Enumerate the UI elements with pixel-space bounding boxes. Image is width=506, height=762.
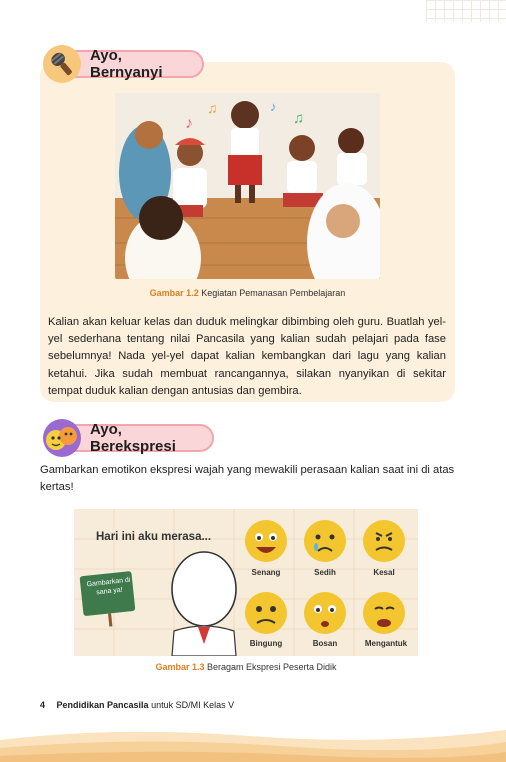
singing-children-illustration bbox=[115, 93, 380, 279]
section-badge-berekspresi bbox=[46, 421, 214, 455]
section-title: Ayo, Berekspresi bbox=[90, 421, 176, 455]
emotion-heading: Hari ini aku merasa... bbox=[96, 531, 212, 543]
book-subtitle: untuk SD/MI Kelas V bbox=[151, 700, 235, 710]
emotion-label-mengantuk: Mengantuk bbox=[364, 639, 408, 648]
section-badge-bernyanyi bbox=[46, 47, 204, 81]
section-title: Ayo, Bernyanyi bbox=[90, 47, 163, 81]
figure-caption-text: Beragam Ekspresi Peserta Didik bbox=[206, 662, 337, 672]
figure-caption-text: Kegiatan Pemanasan Pembelajaran bbox=[201, 288, 346, 298]
emotion-label-bosan: Bosan bbox=[312, 639, 338, 648]
book-title: Pendidikan Pancasila bbox=[56, 700, 149, 710]
emoji-faces-icon bbox=[42, 418, 82, 458]
expression-instruction: Gambarkan emotikon ekspresi wajah yang mewakili perasaan kalian saat ini di atas kertas! bbox=[40, 464, 455, 494]
emotions-illustration bbox=[74, 509, 418, 656]
figure-caption bbox=[115, 288, 380, 298]
chalkboard-sign: Gambarkan di sana ya! bbox=[86, 576, 131, 597]
figure-label: Gambar 1.3 bbox=[155, 662, 205, 672]
page-number: 4 bbox=[40, 700, 46, 710]
svg-text:♫: ♫ bbox=[207, 100, 218, 116]
svg-text:♪: ♪ bbox=[270, 99, 277, 114]
grid-decoration bbox=[426, 0, 506, 22]
svg-text:♪: ♪ bbox=[185, 115, 193, 132]
emotion-label-kesal: Kesal bbox=[373, 568, 395, 577]
emotion-label-sedih: Sedih bbox=[314, 568, 336, 577]
instruction-paragraph: Kalian akan keluar kelas dan duduk melingkar dibimbing oleh guru. Buatlah yel-yel sederhana tentang nilai Pancasila yang kalian sudah pelajari pada fase sebelumnya! Nada yel-yel dapat kalian kembangkan dari lagu yang kalian ketahui. Jika sudah membuat rancangannya, silakan nyanyikan di sekitar tempat duduk kalian dengan antusias dan gembira. bbox=[48, 316, 446, 397]
figure-caption bbox=[74, 662, 418, 672]
microphone-icon bbox=[42, 44, 82, 84]
emotion-label-senang: Senang bbox=[251, 568, 281, 577]
page-footer bbox=[40, 700, 234, 710]
footer-wave-decoration bbox=[0, 722, 506, 762]
figure-label: Gambar 1.2 bbox=[149, 288, 199, 298]
emotion-label-bingung: Bingung bbox=[249, 639, 283, 648]
svg-text:♫: ♫ bbox=[293, 110, 305, 127]
